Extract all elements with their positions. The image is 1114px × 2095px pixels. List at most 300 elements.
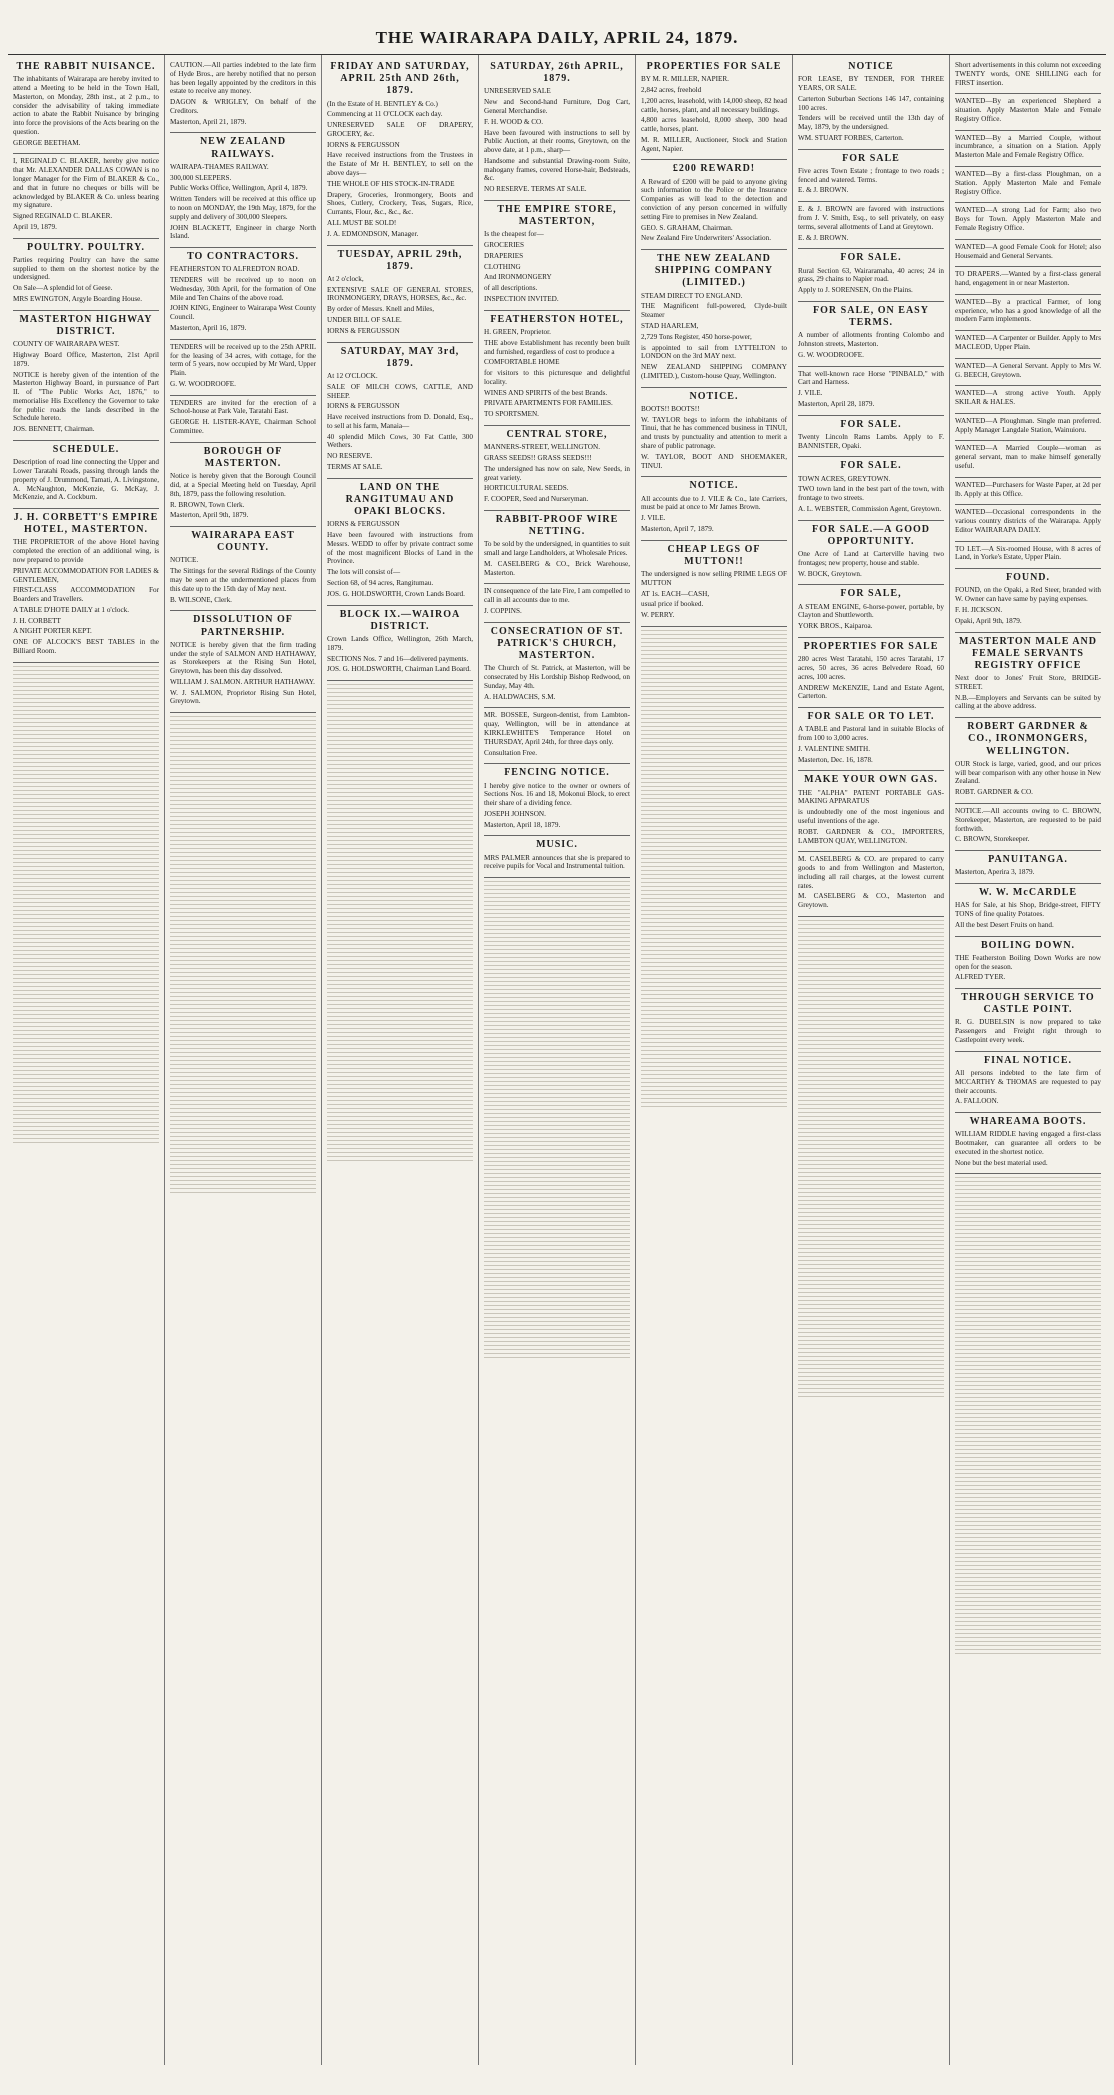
advertisement: [170, 443, 316, 527]
advertisement: [798, 416, 944, 458]
print-line: [484, 1215, 630, 1222]
advertisement-text: Rural Section 63, Wairaramaha, 40 acres; 24 in grass, 29 chains to Napier road.: [798, 266, 944, 284]
advertisement-text: Commencing at 11 O'CLOCK each day.: [327, 110, 443, 119]
print-line: [327, 1034, 473, 1041]
advertisement-text: M. CASELBERG & CO., Masterton and Greytown.: [798, 892, 944, 910]
print-line: [327, 906, 473, 913]
print-line: [798, 1230, 944, 1237]
advertisement: [484, 58, 630, 201]
print-line: [13, 856, 159, 863]
advertisement-text: 300,000 SLEEPERS.: [170, 173, 232, 182]
print-line: [484, 1327, 630, 1334]
advertisement-text: JOS. G. HOLDSWORTH, Crown Lands Board.: [327, 589, 465, 598]
advertisement-text: W. TAYLOR begs to inform the inhabitants of Tinui, that he has commenced business in TINUI, and trusts by punctuality and attention to merit a share of public patronage.: [641, 415, 787, 450]
advertisement-heading: FOR SALE.: [840, 418, 902, 430]
advertisement-text: G. W. WOODROOFE.: [170, 379, 236, 388]
print-line: [13, 832, 159, 839]
advertisement-text: TENDERS are invited for the erection of a School-house at Park Vale, Taratahi East.: [170, 398, 316, 416]
print-line: [13, 672, 159, 679]
advertisement-text: Masterton, April 21, 1879.: [170, 117, 247, 126]
column-print-filler: [13, 664, 159, 1143]
print-line: [13, 896, 159, 903]
advertisement-text: TENDERS will be received up to noon on Wednesday, 30th April, for the formation of One Mile and Ten Chains of the above road.: [170, 276, 316, 302]
print-line: [327, 786, 473, 793]
advertisement-text: On Sale—A splendid lot of Geese.: [13, 284, 113, 293]
print-line: [327, 938, 473, 945]
advertisement-text: J. H. CORBETT: [13, 616, 61, 625]
print-line: [327, 810, 473, 817]
advertisement-text: WANTED—By a Married Couple, without incumbrance, a situation on a Station. Apply Masterton Male and Female Registry Office.: [955, 133, 1101, 160]
advertisement-text: New Zealand Fire Underwriters' Association.: [641, 234, 772, 243]
print-line: [641, 1020, 787, 1027]
advertisement-text: IORNS & FERGUSSON: [327, 402, 400, 411]
print-line: [798, 1086, 944, 1093]
print-line: [955, 1399, 1101, 1406]
print-line: [955, 1407, 1101, 1414]
print-line: [13, 944, 159, 951]
advertisement-text: of all descriptions.: [484, 284, 538, 293]
advertisement: [798, 638, 944, 708]
print-line: [641, 820, 787, 827]
print-line: [798, 1262, 944, 1269]
print-line: [955, 1215, 1101, 1222]
print-line: [484, 999, 630, 1006]
print-line: [641, 948, 787, 955]
advertisement: [955, 240, 1101, 268]
print-line: [641, 956, 787, 963]
print-line: [955, 1447, 1101, 1454]
advertisement-text: M. CASELBERG & CO., Brick Warehouse, Masterton.: [484, 559, 630, 577]
advertisement-text: ROBT. GARDNER & CO., IMPORTERS, LAMBTON QUAY, WELLINGTON.: [798, 827, 944, 845]
advertisement-text: TOWN ACRES, GREYTOWN.: [798, 474, 891, 483]
print-line: [798, 1286, 944, 1293]
advertisement-text: GROCERIES: [484, 241, 524, 250]
print-line: [955, 1623, 1101, 1630]
print-line: [955, 1567, 1101, 1574]
print-line: [955, 1391, 1101, 1398]
advertisement-text: 2,729 Tons Register, 450 horse-power,: [641, 332, 752, 341]
print-line: [484, 1343, 630, 1350]
advertisement-heading: W. W. McCARDLE: [978, 887, 1078, 899]
advertisement-text: IN consequence of the late Fire, I am compelled to call in all accounts due to me.: [484, 587, 630, 605]
print-line: [13, 1136, 159, 1143]
print-line: [955, 1319, 1101, 1326]
print-line: [798, 1334, 944, 1341]
print-line: [170, 882, 316, 889]
print-line: [170, 930, 316, 937]
print-line: [641, 636, 787, 643]
print-line: [13, 704, 159, 711]
advertisement-heading: FENCING NOTICE.: [504, 767, 610, 779]
print-line: [13, 920, 159, 927]
advertisement-text: G. W. WOODROOFE.: [798, 350, 864, 359]
advertisement-text: W. BOCK, Greytown.: [798, 569, 862, 578]
advertisement-text: The Sittings for the several Ridings of the County may be seen at the undermentioned places from this date up to the 15th day of May next.: [170, 567, 316, 593]
print-line: [955, 1223, 1101, 1230]
advertisement-text: J. VILE.: [798, 389, 823, 398]
advertisement: [798, 585, 944, 638]
advertisement-text: WANTED—A Ploughman. Single man preferred. Apply Manager Langdale Station, Wainuioru.: [955, 416, 1101, 434]
advertisement: [955, 131, 1101, 167]
print-line: [798, 1390, 944, 1397]
advertisement: [798, 367, 944, 416]
print-line: [484, 1119, 630, 1126]
print-line: [327, 986, 473, 993]
advertisement: [13, 239, 159, 311]
advertisement-text: NOTICE is hereby given that the firm trading under the style of SALMON AND HATHAWAY, as Storekeepers at the Rising Sun Hotel, Greytown, has been this day dissolved.: [170, 640, 316, 676]
advertisement-text: PRIVATE ACCOMMODATION FOR LADIES & GENTLEMEN,: [13, 566, 159, 584]
print-line: [641, 732, 787, 739]
print-line: [13, 992, 159, 999]
print-line: [798, 1350, 944, 1357]
print-line: [641, 812, 787, 819]
advertisement-text: FOUND, on the Opaki, a Red Steer, branded with W. Owner can have same by paying expenses.: [955, 586, 1101, 604]
print-line: [170, 826, 316, 833]
advertisement-text: Written Tenders will be received at this office up to noon on MONDAY, the 19th May, 1879, for the supply and delivery of 300,000 Sleepers.: [170, 195, 316, 221]
print-line: [13, 824, 159, 831]
print-line: [327, 994, 473, 1001]
advertisement-heading: RABBIT-PROOF WIRE NETTING.: [495, 513, 619, 538]
advertisement-text: Tenders will be received until the 13th day of May, 1879, by the undersigned.: [798, 114, 944, 132]
advertisement-text: WILLIAM RIDDLE having engaged a first-class Bootmaker, can guarantee all orders to be executed in the shortest notice.: [955, 1130, 1101, 1156]
print-line: [798, 1270, 944, 1277]
print-line: [13, 696, 159, 703]
print-line: [13, 720, 159, 727]
advertisement-text: WANTED—By a first-class Ploughman, on a Station. Apply Masterton Male and Female Registry Office.: [955, 170, 1101, 196]
print-line: [484, 1135, 630, 1142]
print-line: [955, 1543, 1101, 1550]
advertisement-text: W. TAYLOR, BOOT AND SHOEMAKER, TINUI.: [641, 452, 787, 470]
print-line: [327, 970, 473, 977]
print-line: [327, 826, 473, 833]
print-line: [170, 874, 316, 881]
advertisement-heading: NOTICE: [848, 61, 894, 72]
advertisement: [170, 133, 316, 248]
print-line: [641, 1004, 787, 1011]
advertisement-text: Short advertisements in this column not exceeding TWENTY words, ONE SHILLING each for FIRST insertion.: [955, 61, 1101, 87]
print-line: [484, 1335, 630, 1342]
print-line: [13, 984, 159, 991]
column-print-filler: [641, 628, 787, 1107]
advertisement: [798, 771, 944, 852]
print-line: [13, 1128, 159, 1135]
print-line: [13, 664, 159, 671]
advertisement-text: None but the best material used.: [955, 1158, 1048, 1167]
print-line: [641, 660, 787, 667]
print-line: [327, 1074, 473, 1081]
print-line: [798, 1070, 944, 1077]
print-line: [798, 1038, 944, 1045]
print-line: [327, 770, 473, 777]
advertisement-text: FIRST-CLASS ACCOMMODATION For Boarders and Travellers.: [13, 586, 159, 604]
column-6: [793, 55, 950, 2065]
advertisement-text: DAGON & WRIGLEY, On behalf of the Creditors.: [170, 98, 316, 115]
advertisement-text: THE above Establishment has recently been built and furnished, regardless of cost to produce a: [484, 338, 630, 356]
advertisement: [484, 311, 630, 426]
advertisement-heading: BOROUGH OF MASTERTON.: [203, 445, 283, 469]
advertisement-text: WANTED—A Married Couple—woman as general servant, man to make himself generally useful.: [955, 444, 1101, 470]
advertisement-text: E. & J. BROWN.: [798, 186, 849, 195]
print-line: [641, 892, 787, 899]
advertisement: [641, 388, 787, 478]
print-line: [641, 836, 787, 843]
print-line: [641, 1036, 787, 1043]
advertisement-text: THE WHOLE OF HIS STOCK-IN-TRADE: [327, 179, 455, 188]
print-line: [13, 976, 159, 983]
advertisement-text: UNRESERVED SALE: [484, 87, 551, 96]
advertisement-text: NOTICE.—All accounts owing to C. BROWN, Storekeeper, Masterton, are requested to be paid forthwith.: [955, 806, 1101, 833]
print-line: [327, 1138, 473, 1145]
advertisement-text: YORK BROS., Kaiparoa.: [798, 622, 873, 631]
print-line: [13, 1080, 159, 1087]
advertisement-text: E. & J. BROWN are favored with instructions from J. V. Smith, Esq., to sell privately, on easy terms, several allotments of Land at Greytown.: [798, 205, 944, 231]
print-line: [641, 860, 787, 867]
advertisement-text: Have been favoured with instructions to sell by Public Auction, at their rooms, Greytown, on the above date, at 1 p.m., sharp—: [484, 128, 630, 155]
print-line: [484, 1303, 630, 1310]
advertisement: [798, 852, 944, 917]
print-line: [484, 959, 630, 966]
column-print-filler: [798, 918, 944, 1397]
print-line: [484, 1239, 630, 1246]
advertisement: [641, 58, 787, 160]
advertisement-text: New and Second-hand Furniture, Dog Cart, General Merchandise.: [484, 98, 630, 115]
print-line: [13, 1120, 159, 1127]
print-line: [327, 818, 473, 825]
print-line: [798, 1158, 944, 1165]
advertisement-heading: FINAL NOTICE.: [983, 1054, 1072, 1066]
print-line: [13, 1016, 159, 1023]
print-line: [170, 850, 316, 857]
print-line: [798, 1062, 944, 1069]
advertisement-heading: MUSIC.: [536, 839, 578, 851]
print-line: [327, 1042, 473, 1049]
advertisement-text: COMFORTABLE HOME: [484, 358, 560, 367]
print-line: [13, 952, 159, 959]
print-line: [484, 1231, 630, 1238]
advertisement: [13, 509, 159, 663]
print-line: [955, 1295, 1101, 1302]
print-line: [170, 954, 316, 961]
print-line: [798, 1054, 944, 1061]
print-line: [955, 1479, 1101, 1486]
advertisement-text: (In the Estate of H. BENTLEY & Co.): [327, 99, 438, 108]
advertisement-text: Opaki, April 9th, 1879.: [955, 616, 1022, 625]
advertisement-text: B. WILSONE, Clerk.: [170, 595, 232, 604]
print-line: [13, 680, 159, 687]
print-line: [484, 1151, 630, 1158]
advertisement-text: A. HALDWACHS, S.M.: [484, 692, 556, 701]
advertisement-text: MANNERS-STREET, WELLINGTON.: [484, 443, 600, 452]
print-line: [327, 754, 473, 761]
print-line: [484, 887, 630, 894]
advertisement-text: STAD HAARLEM,: [641, 322, 699, 330]
print-line: [13, 808, 159, 815]
advertisement-text: WANTED—Purchasers for Waste Paper, at 2d per lb. Apply at this Office.: [955, 480, 1101, 498]
advertisement-text: WM. STUART FORBES, Carterton.: [798, 133, 904, 142]
print-line: [170, 858, 316, 865]
print-line: [798, 1118, 944, 1125]
advertisement-text: Section 68, of 94 acres, Rangitumau.: [327, 579, 434, 587]
print-line: [484, 1191, 630, 1198]
print-line: [327, 1122, 473, 1129]
advertisement-text: JOS. BENNETT, Chairman.: [13, 425, 95, 434]
print-line: [484, 1087, 630, 1094]
advertisement: [13, 154, 159, 238]
print-line: [13, 888, 159, 895]
advertisement: [327, 606, 473, 682]
print-line: [641, 692, 787, 699]
print-line: [327, 706, 473, 713]
print-line: [484, 1111, 630, 1118]
advertisement-text: STEAM DIRECT TO ENGLAND.: [641, 291, 743, 300]
advertisement-text: Highway Board Office, Masterton, 21st April 1879.: [13, 350, 159, 368]
print-line: [327, 762, 473, 769]
advertisement-text: for visitors to this picturesque and delightful locality.: [484, 369, 630, 386]
print-line: [798, 1294, 944, 1301]
advertisement-text: W. J. SALMON, Proprietor Rising Sun Hotel, Greytown.: [170, 688, 316, 706]
print-line: [170, 890, 316, 897]
print-line: [170, 986, 316, 993]
advertisement-text: J. VILE.: [641, 514, 666, 523]
advertisement: [484, 764, 630, 836]
print-line: [170, 842, 316, 849]
print-line: [13, 928, 159, 935]
advertisement: [955, 295, 1101, 331]
print-line: [327, 962, 473, 969]
print-line: [327, 690, 473, 697]
advertisement-heading: FEATHERSTON HOTEL,: [490, 313, 624, 325]
advertisement: [13, 58, 159, 154]
print-line: [955, 1311, 1101, 1318]
print-line: [170, 786, 316, 793]
advertisement: [327, 343, 473, 479]
print-line: [955, 1519, 1101, 1526]
print-line: [170, 946, 316, 953]
advertisement-heading: BLOCK IX.—WAIROA DISTRICT.: [339, 608, 461, 632]
advertisement-text: W. PERRY.: [641, 611, 675, 620]
print-line: [955, 1415, 1101, 1422]
advertisement-heading: PROPERTIES FOR SALE: [803, 641, 939, 652]
advertisement-text: I, REGINALD C. BLAKER, hereby give notice that Mr. ALEXANDER DALLAS COWAN is no longer Manager for the Firm of BLAKER & Co., and that in future no cheques or bills will be acknowledged by BLAKER & Co. unless bearing my signature.: [13, 157, 159, 210]
advertisement: [327, 246, 473, 343]
advertisement: [798, 302, 944, 367]
print-line: [798, 1190, 944, 1197]
print-line: [170, 914, 316, 921]
advertisement: [170, 527, 316, 611]
print-line: [641, 1028, 787, 1035]
advertisement: [641, 160, 787, 250]
print-line: [955, 1495, 1101, 1502]
print-line: [798, 1214, 944, 1221]
print-line: [327, 834, 473, 841]
print-line: [641, 964, 787, 971]
print-line: [170, 714, 316, 721]
advertisement-text: Signed REGINALD C. BLAKER.: [13, 212, 113, 221]
advertisement: [955, 267, 1101, 295]
print-line: [955, 1607, 1101, 1614]
print-line: [327, 730, 473, 737]
advertisement: [955, 331, 1101, 359]
advertisement-text: J. COPPINS.: [484, 606, 522, 615]
print-line: [798, 1006, 944, 1013]
print-line: [170, 762, 316, 769]
advertisement: [484, 623, 630, 709]
print-line: [641, 684, 787, 691]
advertisement-heading: ROBERT GARDNER & CO., IRONMONGERS, WELLINGTON.: [967, 721, 1089, 757]
print-line: [641, 756, 787, 763]
advertisement-text: TO DRAPERS.—Wanted by a first-class general hand, engagement in or near Masterton.: [955, 270, 1101, 288]
advertisement-text: A number of allotments fronting Colombo and Johnston streets, Masterton.: [798, 331, 944, 348]
print-line: [798, 1310, 944, 1317]
advertisement-heading: SATURDAY, 26th APRIL, 1879.: [490, 61, 624, 85]
advertisement-text: TWO town land in the best part of the town, with frontage to two streets.: [798, 485, 944, 503]
print-line: [327, 738, 473, 745]
print-line: [798, 1358, 944, 1365]
advertisement: [955, 1113, 1101, 1174]
print-line: [798, 1302, 944, 1309]
advertisement: [641, 541, 787, 627]
print-line: [327, 1130, 473, 1137]
print-line: [955, 1471, 1101, 1478]
advertisement: [955, 386, 1101, 414]
advertisement-text: ROBT. GARDNER & CO.: [955, 788, 1033, 797]
print-line: [955, 1183, 1101, 1190]
print-line: [484, 1207, 630, 1214]
advertisement-heading: BOILING DOWN.: [980, 939, 1076, 951]
advertisement-text: A TABLE D'HOTE DAILY at 1 o'clock.: [13, 605, 130, 614]
advertisement-text: The inhabitants of Wairarapa are hereby invited to attend a Meeting to be held in the Town Hall, Masterton, on Monday, 28th inst., at 2 p.m., to consider the advisability of taking immediate action to abate the Rabbit Nuisance by bringing into force the provisions of the Acts bearing on the question.: [13, 75, 159, 136]
advertisement-text: Drapery, Groceries, Ironmongery, Boots and Shoes, Cutlery, Crockery, Teas, Sugars, Rice, Currants, Flour, &c., &c., &c.: [327, 190, 473, 217]
advertisement: [798, 457, 944, 520]
advertisement-heading: PROPERTIES FOR SALE: [646, 61, 782, 72]
print-line: [798, 974, 944, 981]
print-line: [327, 914, 473, 921]
print-line: [170, 1082, 316, 1089]
print-line: [955, 1431, 1101, 1438]
print-line: [327, 1058, 473, 1065]
print-line: [955, 1335, 1101, 1342]
print-line: [484, 1047, 630, 1054]
print-line: [955, 1631, 1101, 1638]
advertisement: [955, 1052, 1101, 1113]
print-line: [170, 1122, 316, 1129]
print-line: [484, 943, 630, 950]
print-line: [327, 1002, 473, 1009]
print-line: [955, 1423, 1101, 1430]
print-line: [798, 1206, 944, 1213]
advertisement-text: SECTIONS Nos. 7 and 16—delivered payments.: [327, 654, 469, 663]
advertisement-heading: SATURDAY, MAY 3rd, 1879.: [340, 345, 460, 369]
print-line: [327, 1018, 473, 1025]
column-print-filler: [955, 1175, 1101, 1654]
advertisement-text: H. GREEN, Proprietor.: [484, 328, 551, 336]
advertisement-text: WANTED—A strong active Youth. Apply SKILAR & HALES.: [955, 389, 1101, 407]
advertisement-text: GEORGE H. LISTER-KAYE, Chairman School Committee.: [170, 418, 316, 435]
print-line: [798, 1126, 944, 1133]
column-1: [8, 55, 165, 2065]
print-line: [798, 1094, 944, 1101]
print-line: [955, 1591, 1101, 1598]
advertisement-text: WANTED—A General Servant. Apply to Mrs W. G. BEECH, Greytown.: [955, 361, 1101, 379]
print-line: [484, 1103, 630, 1110]
print-line: [327, 1114, 473, 1121]
advertisement-text: WANTED—A good Female Cook for Hotel; also Housemaid and General Servants.: [955, 242, 1101, 260]
advertisement-text: Masterton, April 28, 1879.: [798, 399, 875, 408]
advertisement-text: THE Magnificent full-powered, Clyde-built Steamer: [641, 302, 787, 320]
print-line: [13, 1112, 159, 1119]
advertisement-text: NO RESERVE.: [327, 452, 373, 461]
print-line: [170, 1178, 316, 1185]
